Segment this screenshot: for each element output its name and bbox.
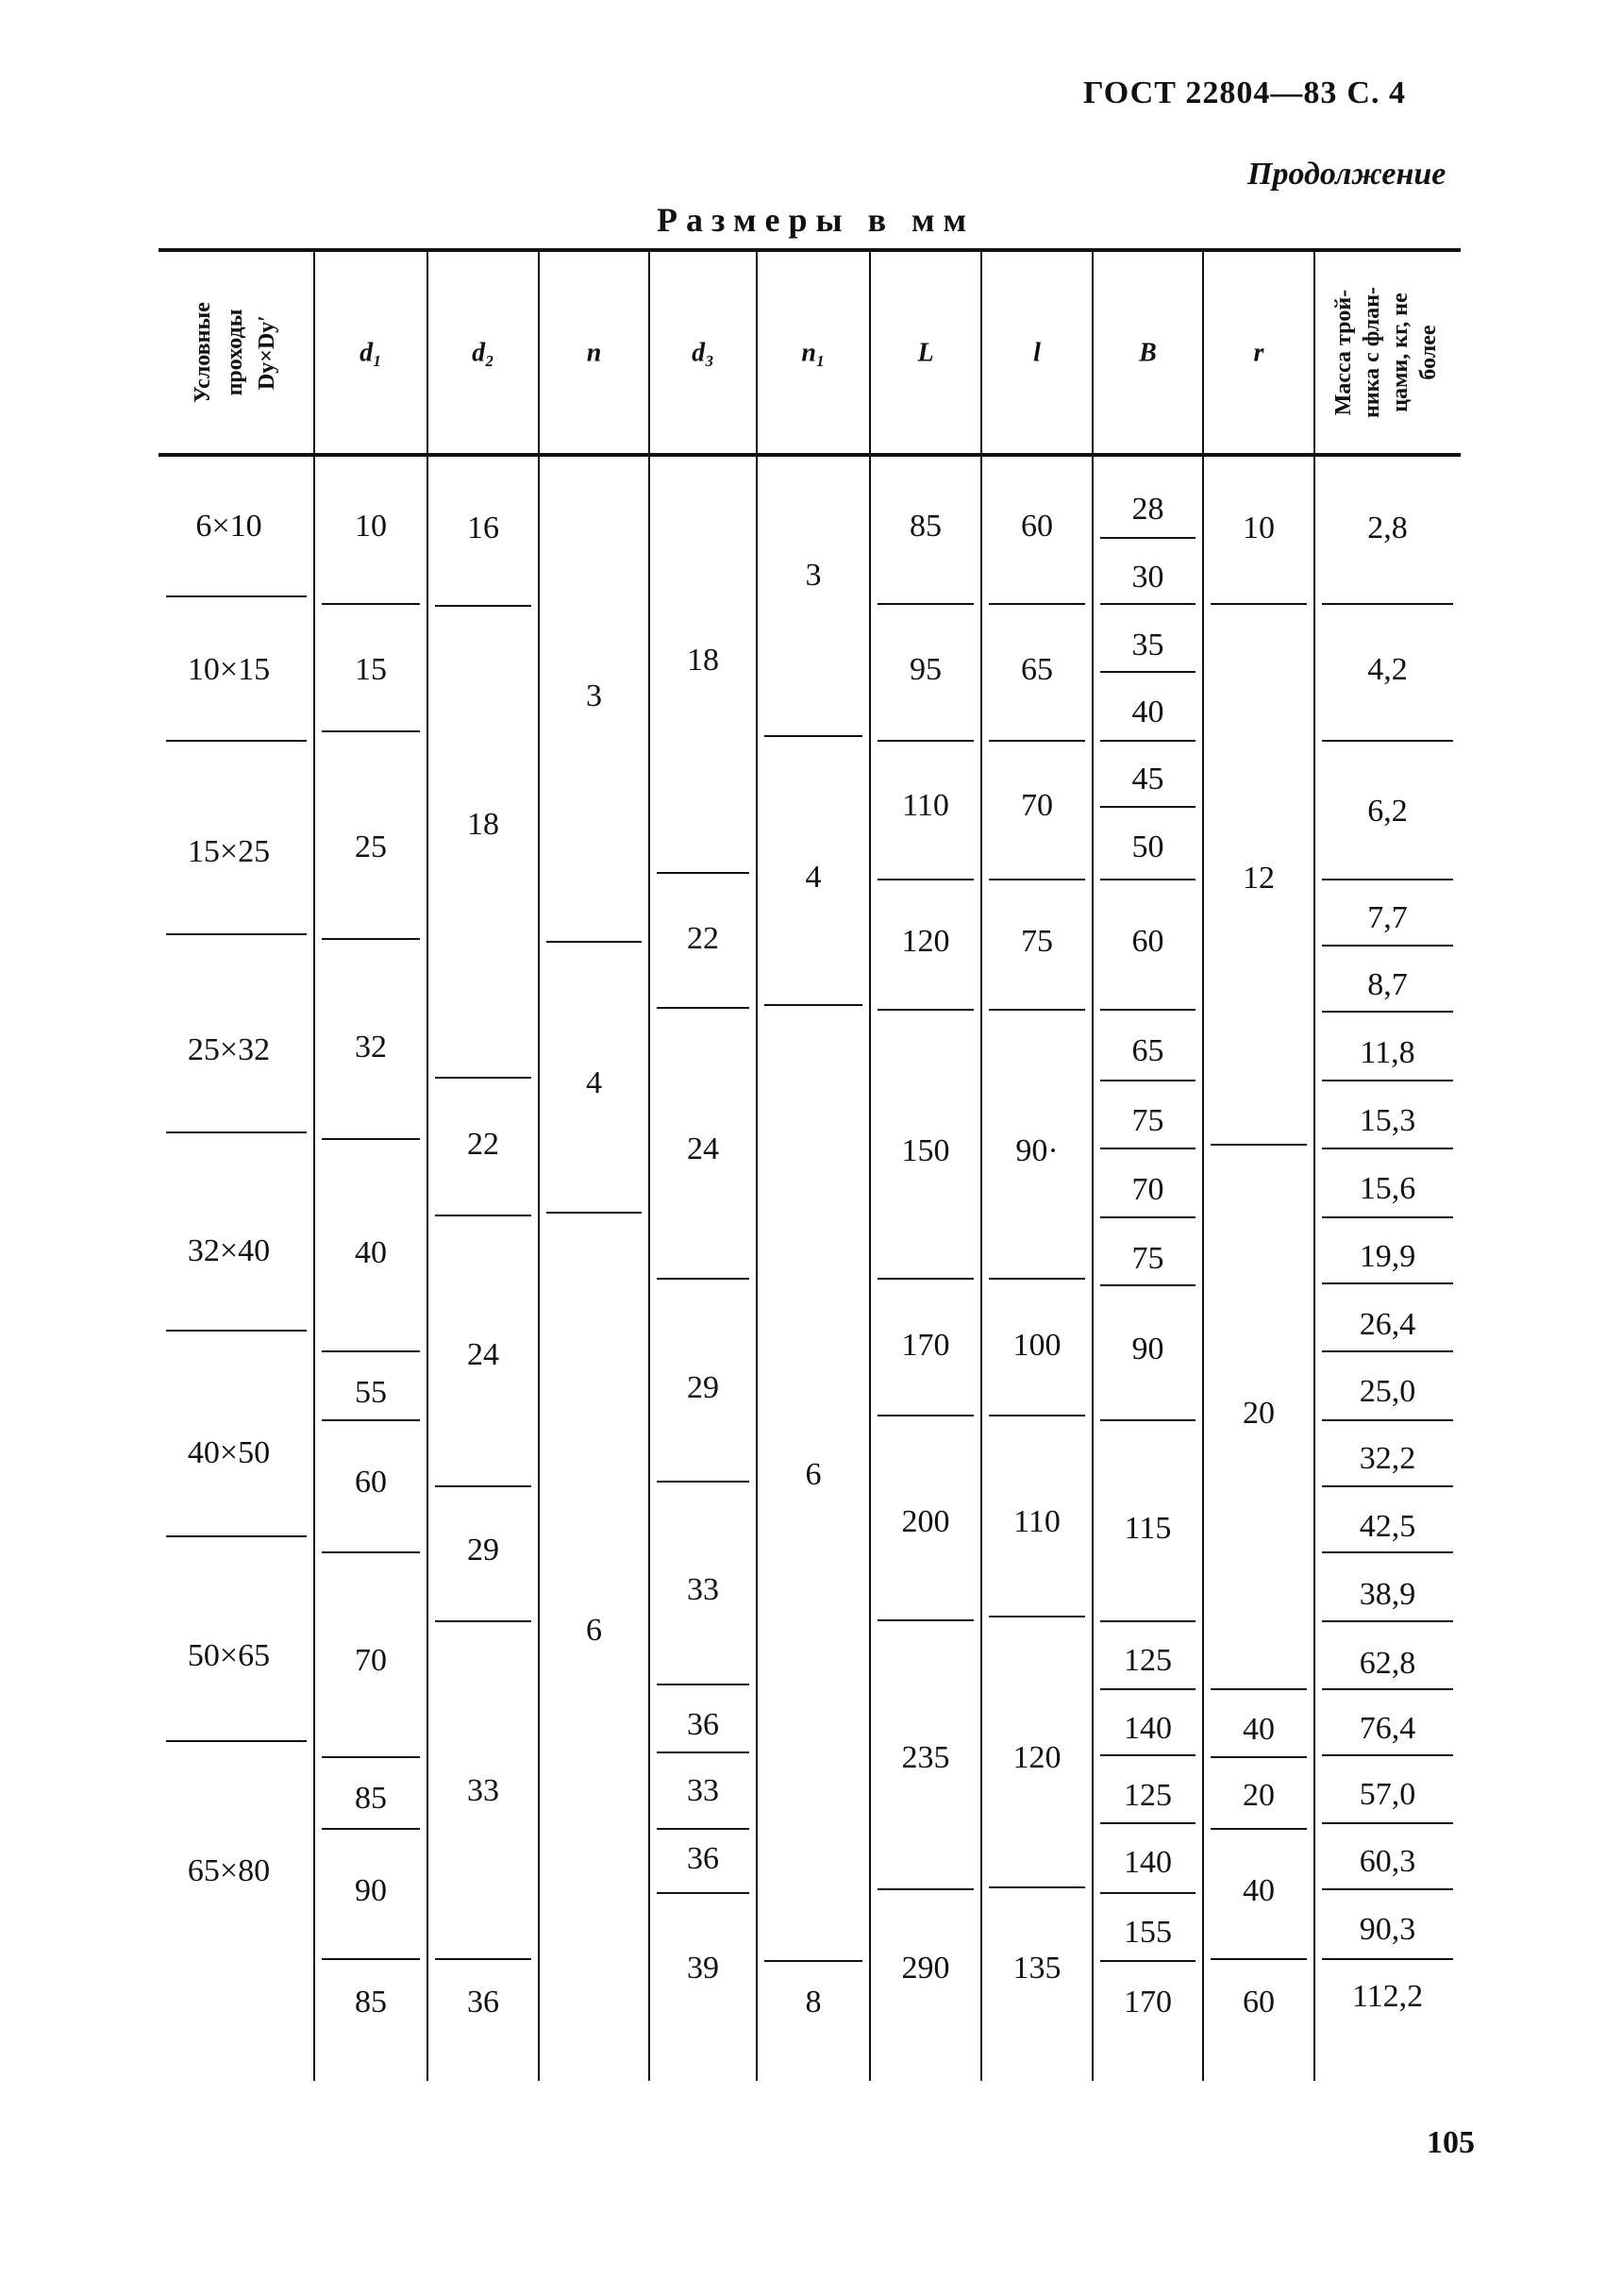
header-mass xyxy=(1331,287,1441,418)
B-cell: 60 xyxy=(1131,923,1164,959)
d1-cell: 90 xyxy=(355,1872,387,1908)
passage-cell: 6×10 xyxy=(195,508,262,544)
r-cell: 10 xyxy=(1243,510,1275,545)
L-cell: 110 xyxy=(902,787,949,823)
mass-cell: 19,9 xyxy=(1359,1238,1416,1274)
n1-cell: 4 xyxy=(805,859,822,895)
d3-cell: 39 xyxy=(687,1950,719,1986)
header-L: L xyxy=(917,338,934,368)
mass-cell: 8,7 xyxy=(1367,966,1408,1002)
d2-cell: 29 xyxy=(467,1532,499,1567)
l-cell: 90· xyxy=(1015,1132,1059,1168)
l-cell: 100 xyxy=(1012,1327,1062,1363)
mass-cell: 26,4 xyxy=(1359,1306,1416,1342)
B-cell: 125 xyxy=(1124,1642,1172,1678)
header-passages-line: Dy×Dy′ xyxy=(255,314,280,391)
mass-cell: 112,2 xyxy=(1351,1978,1424,2014)
mass-cell: 15,6 xyxy=(1359,1170,1416,1206)
L-cell: 200 xyxy=(901,1503,950,1539)
header-passages xyxy=(191,302,279,403)
n1-cell: 3 xyxy=(805,557,822,593)
mass-cell: 6,2 xyxy=(1367,793,1408,829)
header-d3: d₃ xyxy=(692,338,714,368)
d3-cell: 33 xyxy=(687,1571,719,1607)
n-cell: 6 xyxy=(586,1612,602,1648)
n1-cell: 8 xyxy=(805,1984,822,2019)
l-cell: 120 xyxy=(1012,1739,1062,1775)
d2-cell: 33 xyxy=(467,1772,499,1808)
B-cell: 45 xyxy=(1131,761,1164,796)
B-cell: 30 xyxy=(1131,559,1164,595)
passage-cell: 25×32 xyxy=(187,1031,271,1067)
n-cell: 4 xyxy=(586,1064,602,1100)
L-cell: 235 xyxy=(901,1739,950,1775)
n-cell: 3 xyxy=(586,678,602,713)
n1-cell: 6 xyxy=(805,1456,822,1492)
d1-cell: 40 xyxy=(355,1234,387,1270)
passage-cell: 10×15 xyxy=(187,651,271,687)
header-d1: d₁ xyxy=(360,338,382,368)
header-l: l xyxy=(1033,338,1041,368)
d3-cell: 33 xyxy=(687,1772,719,1808)
l-cell: 65 xyxy=(1021,651,1053,687)
d1-cell: 85 xyxy=(355,1984,387,2019)
header-mass-line: цами, кг, не xyxy=(1388,293,1413,412)
header-mass-line: более xyxy=(1416,325,1442,380)
B-cell: 65 xyxy=(1131,1032,1164,1068)
units-caption: Размеры в мм xyxy=(657,201,976,239)
L-cell: 120 xyxy=(901,923,950,959)
B-cell: 40 xyxy=(1131,694,1164,729)
B-cell: 140 xyxy=(1124,1710,1172,1746)
mass-cell: 2,8 xyxy=(1367,510,1408,545)
r-cell: 60 xyxy=(1243,1984,1275,2019)
mass-cell: 38,9 xyxy=(1359,1576,1416,1612)
B-cell: 70 xyxy=(1131,1171,1164,1207)
d1-cell: 10 xyxy=(355,508,387,544)
B-cell: 90 xyxy=(1131,1331,1164,1366)
B-cell: 140 xyxy=(1124,1844,1172,1880)
L-cell: 170 xyxy=(901,1327,950,1363)
header-mass-line: Масса трой- xyxy=(1331,289,1357,416)
r-cell: 40 xyxy=(1243,1711,1275,1747)
mass-cell: 11,8 xyxy=(1360,1034,1415,1070)
B-cell: 75 xyxy=(1131,1102,1164,1138)
mass-cell: 62,8 xyxy=(1359,1645,1416,1681)
continuation-label: Продолжение xyxy=(1247,157,1446,192)
mass-cell: 42,5 xyxy=(1359,1508,1416,1544)
header-n1: n₁ xyxy=(801,338,826,368)
header-B: B xyxy=(1139,338,1157,368)
standard-number: ГОСТ 22804—83 xyxy=(1083,75,1338,110)
passage-cell: 65×80 xyxy=(187,1852,271,1888)
d1-cell: 70 xyxy=(355,1642,387,1678)
d3-cell: 24 xyxy=(687,1131,719,1166)
L-cell: 95 xyxy=(910,651,942,687)
mass-cell: 57,0 xyxy=(1359,1776,1416,1812)
r-cell: 20 xyxy=(1243,1395,1275,1431)
r-cell: 40 xyxy=(1243,1872,1275,1908)
l-cell: 110 xyxy=(1013,1503,1061,1539)
passage-cell: 32×40 xyxy=(187,1232,271,1268)
B-cell: 75 xyxy=(1131,1240,1164,1276)
d1-cell: 32 xyxy=(355,1029,387,1064)
B-cell: 125 xyxy=(1124,1777,1172,1813)
d2-cell: 24 xyxy=(467,1336,499,1372)
l-cell: 135 xyxy=(1012,1950,1062,1986)
mass-cell: 4,2 xyxy=(1367,651,1408,687)
mass-cell: 90,3 xyxy=(1359,1911,1416,1947)
d1-cell: 55 xyxy=(355,1374,387,1410)
d3-cell: 36 xyxy=(687,1840,719,1876)
passage-cell: 15×25 xyxy=(187,833,271,869)
r-cell: 20 xyxy=(1243,1777,1275,1813)
L-cell: 290 xyxy=(901,1950,950,1986)
B-cell: 115 xyxy=(1124,1510,1172,1546)
header-d2: d₂ xyxy=(472,338,494,368)
d2-cell: 22 xyxy=(467,1126,499,1162)
header-r: r xyxy=(1253,338,1264,368)
d3-cell: 29 xyxy=(687,1369,719,1405)
B-cell: 170 xyxy=(1124,1984,1172,2019)
d1-cell: 25 xyxy=(355,829,387,864)
passage-cell: 40×50 xyxy=(187,1434,271,1470)
l-cell: 70 xyxy=(1021,787,1053,823)
d1-cell: 60 xyxy=(355,1464,387,1500)
B-cell: 28 xyxy=(1131,491,1164,527)
d3-cell: 22 xyxy=(687,920,719,956)
passage-cell: 50×65 xyxy=(187,1637,271,1673)
l-cell: 60 xyxy=(1021,508,1053,544)
B-cell: 155 xyxy=(1124,1914,1172,1950)
B-cell: 50 xyxy=(1131,829,1164,864)
page-label: С. 4 xyxy=(1346,75,1406,110)
header-passages-line: проходы xyxy=(223,309,248,396)
L-cell: 150 xyxy=(901,1132,950,1168)
l-cell: 75 xyxy=(1021,923,1053,959)
L-cell: 85 xyxy=(910,508,942,544)
d1-cell: 15 xyxy=(355,651,387,687)
mass-cell: 60,3 xyxy=(1359,1843,1416,1879)
mass-cell: 15,3 xyxy=(1359,1102,1416,1138)
r-cell: 12 xyxy=(1243,860,1275,896)
mass-cell: 76,4 xyxy=(1359,1710,1416,1746)
d3-cell: 18 xyxy=(687,642,719,678)
B-cell: 35 xyxy=(1131,627,1164,662)
d2-cell: 36 xyxy=(467,1984,499,2019)
mass-cell: 32,2 xyxy=(1359,1440,1416,1476)
header-n: n xyxy=(586,338,602,368)
d3-cell: 36 xyxy=(687,1706,719,1742)
d1-cell: 85 xyxy=(355,1780,387,1816)
d2-cell: 18 xyxy=(467,806,499,842)
d2-cell: 16 xyxy=(467,510,499,545)
header-passages-line: Условные xyxy=(191,302,216,403)
header-mass-line: ника с флан- xyxy=(1360,286,1385,419)
mass-cell: 7,7 xyxy=(1367,899,1408,935)
page-number: 105 xyxy=(1427,2125,1475,2160)
mass-cell: 25,0 xyxy=(1359,1373,1416,1409)
